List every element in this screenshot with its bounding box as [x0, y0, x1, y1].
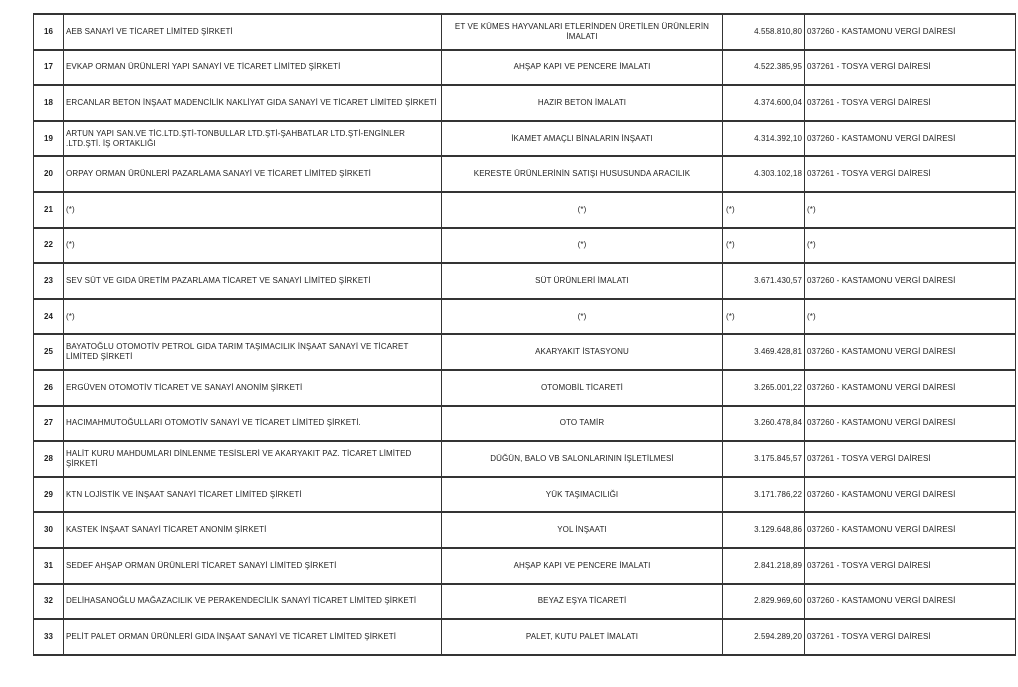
row-number: 26	[34, 370, 64, 406]
company-name: DELİHASANOĞLU MAĞAZACILIK VE PERAKENDECİLİK SANAYİ TİCARET LİMİTED ŞİRKETİ	[64, 584, 442, 620]
amount-value: 3.671.430,57	[723, 263, 805, 299]
amount-value: 4.558.810,80	[723, 14, 805, 50]
row-number: 17	[34, 50, 64, 86]
company-name: AEB SANAYİ VE TİCARET LİMİTED ŞİRKETİ	[64, 14, 442, 50]
table-row	[34, 121, 1016, 157]
row-number: 30	[34, 512, 64, 548]
tax-office: 037260 - KASTAMONU VERGİ DAİRESİ	[805, 334, 1016, 370]
row-number: 19	[34, 121, 64, 157]
amount-value: 3.265.001,22	[723, 370, 805, 406]
company-name: KASTEK İNŞAAT SANAYİ TİCARET ANONİM ŞİRKETİ	[64, 512, 442, 548]
activity-description: AHŞAP KAPI VE PENCERE İMALATI	[442, 548, 723, 584]
activity-description: OTO TAMİR	[442, 406, 723, 442]
tax-office: 037260 - KASTAMONU VERGİ DAİRESİ	[805, 477, 1016, 513]
tax-office: (*)	[805, 228, 1016, 264]
company-name: (*)	[64, 228, 442, 264]
row-number: 31	[34, 548, 64, 584]
row-number: 20	[34, 156, 64, 192]
table-row	[34, 85, 1016, 121]
tax-office: 037261 - TOSYA VERGİ DAİRESİ	[805, 156, 1016, 192]
table-row	[34, 619, 1016, 655]
amount-value: 4.522.385,95	[723, 50, 805, 86]
company-name: ARTUN YAPI SAN.VE TİC.LTD.ŞTİ-TONBULLAR LTD.ŞTİ-ŞAHBATLAR LTD.ŞTİ-ENGİNLER .LTD.ŞTİ. İŞ ORTAKLIĞI	[64, 121, 442, 157]
company-name: (*)	[64, 192, 442, 228]
table-row	[34, 192, 1016, 228]
row-number: 27	[34, 406, 64, 442]
tax-office: 037260 - KASTAMONU VERGİ DAİRESİ	[805, 14, 1016, 50]
row-number: 25	[34, 334, 64, 370]
amount-value: 3.129.648,86	[723, 512, 805, 548]
tax-office: (*)	[805, 192, 1016, 228]
activity-description: KERESTE ÜRÜNLERİNİN SATIŞI HUSUSUNDA ARACILIK	[442, 156, 723, 192]
row-number: 21	[34, 192, 64, 228]
activity-description: BEYAZ EŞYA TİCARETİ	[442, 584, 723, 620]
company-name: HALİT KURU MAHDUMLARI DİNLENME TESİSLERİ VE AKARYAKIT PAZ. TİCARET LİMİTED ŞİRKETİ	[64, 441, 442, 477]
table-row	[34, 156, 1016, 192]
amount-value: (*)	[723, 192, 805, 228]
row-number: 28	[34, 441, 64, 477]
row-number: 18	[34, 85, 64, 121]
row-number: 29	[34, 477, 64, 513]
table-row	[34, 263, 1016, 299]
table-row	[34, 50, 1016, 86]
table-row	[34, 370, 1016, 406]
amount-value: 3.260.478,84	[723, 406, 805, 442]
tax-office: 037260 - KASTAMONU VERGİ DAİRESİ	[805, 263, 1016, 299]
row-number: 33	[34, 619, 64, 655]
activity-description: (*)	[442, 228, 723, 264]
amount-value: 2.841.218,89	[723, 548, 805, 584]
tax-office: 037260 - KASTAMONU VERGİ DAİRESİ	[805, 370, 1016, 406]
row-number: 16	[34, 14, 64, 50]
amount-value: 3.175.845,57	[723, 441, 805, 477]
tax-office: 037260 - KASTAMONU VERGİ DAİRESİ	[805, 512, 1016, 548]
amount-value: 4.303.102,18	[723, 156, 805, 192]
tax-office: 037261 - TOSYA VERGİ DAİRESİ	[805, 50, 1016, 86]
table-row	[34, 334, 1016, 370]
table-row	[34, 477, 1016, 513]
amount-value: (*)	[723, 228, 805, 264]
company-name: (*)	[64, 299, 442, 335]
row-number: 22	[34, 228, 64, 264]
company-name: PELİT PALET ORMAN ÜRÜNLERİ GIDA İNŞAAT SANAYİ VE TİCARET LİMİTED ŞİRKETİ	[64, 619, 442, 655]
tax-office: 037260 - KASTAMONU VERGİ DAİRESİ	[805, 406, 1016, 442]
table-row	[34, 512, 1016, 548]
table-row	[34, 299, 1016, 335]
tax-office: 037261 - TOSYA VERGİ DAİRESİ	[805, 548, 1016, 584]
company-name: HACIMAHMUTOĞULLARI OTOMOTİV SANAYİ VE TİCARET LİMİTED ŞİRKETİ.	[64, 406, 442, 442]
activity-description: YOL İNŞAATI	[442, 512, 723, 548]
activity-description: HAZIR BETON İMALATI	[442, 85, 723, 121]
tax-office: 037261 - TOSYA VERGİ DAİRESİ	[805, 85, 1016, 121]
table-row	[34, 584, 1016, 620]
activity-description: AHŞAP KAPI VE PENCERE İMALATI	[442, 50, 723, 86]
activity-description: (*)	[442, 192, 723, 228]
company-name: BAYATOĞLU OTOMOTİV PETROL GIDA TARIM TAŞIMACILIK İNŞAAT SANAYİ VE TİCARET LİMİTED ŞİRKETİ	[64, 334, 442, 370]
company-name: SEDEF AHŞAP ORMAN ÜRÜNLERİ TİCARET SANAYİ LİMİTED ŞİRKETİ	[64, 548, 442, 584]
table-row	[34, 228, 1016, 264]
amount-value: 3.469.428,81	[723, 334, 805, 370]
amount-value: 2.594.289,20	[723, 619, 805, 655]
row-number: 23	[34, 263, 64, 299]
row-number: 24	[34, 299, 64, 335]
activity-description: PALET, KUTU PALET İMALATI	[442, 619, 723, 655]
activity-description: DÜĞÜN, BALO VB SALONLARININ İŞLETİLMESİ	[442, 441, 723, 477]
table-row	[34, 441, 1016, 477]
activity-description: OTOMOBİL TİCARETİ	[442, 370, 723, 406]
amount-value: 4.374.600,04	[723, 85, 805, 121]
activity-description: ET VE KÜMES HAYVANLARI ETLERİNDEN ÜRETİLEN ÜRÜNLERİN İMALATI	[442, 14, 723, 50]
company-name: ERGÜVEN OTOMOTİV TİCARET VE SANAYİ ANONİM ŞİRKETİ	[64, 370, 442, 406]
tax-office: 037260 - KASTAMONU VERGİ DAİRESİ	[805, 121, 1016, 157]
amount-value: 3.171.786,22	[723, 477, 805, 513]
activity-description: (*)	[442, 299, 723, 335]
activity-description: SÜT ÜRÜNLERİ İMALATI	[442, 263, 723, 299]
tax-office: 037260 - KASTAMONU VERGİ DAİRESİ	[805, 584, 1016, 620]
tax-office-company-table	[33, 13, 1016, 656]
company-name: SEV SÜT VE GIDA ÜRETİM PAZARLAMA TİCARET VE SANAYİ LİMİTED ŞİRKETİ	[64, 263, 442, 299]
table-row	[34, 548, 1016, 584]
activity-description: AKARYAKIT İSTASYONU	[442, 334, 723, 370]
tax-office: (*)	[805, 299, 1016, 335]
table-row	[34, 14, 1016, 50]
row-number: 32	[34, 584, 64, 620]
company-name: ERCANLAR BETON İNŞAAT MADENCİLİK NAKLİYAT GIDA SANAYİ VE TİCARET LİMİTED ŞİRKETİ	[64, 85, 442, 121]
amount-value: 4.314.392,10	[723, 121, 805, 157]
tax-office: 037261 - TOSYA VERGİ DAİRESİ	[805, 619, 1016, 655]
company-name: KTN LOJİSTİK VE İNŞAAT SANAYİ TİCARET LİMİTED ŞİRKETİ	[64, 477, 442, 513]
activity-description: İKAMET AMAÇLI BİNALARIN İNŞAATI	[442, 121, 723, 157]
company-name: EVKAP ORMAN ÜRÜNLERİ YAPI SANAYİ VE TİCARET LİMİTED ŞİRKETİ	[64, 50, 442, 86]
activity-description: YÜK TAŞIMACILIĞI	[442, 477, 723, 513]
company-name: ORPAY ORMAN ÜRÜNLERİ PAZARLAMA SANAYİ VE TİCARET LİMİTED ŞİRKETİ	[64, 156, 442, 192]
tax-office: 037261 - TOSYA VERGİ DAİRESİ	[805, 441, 1016, 477]
table-row	[34, 406, 1016, 442]
amount-value: 2.829.969,60	[723, 584, 805, 620]
amount-value: (*)	[723, 299, 805, 335]
